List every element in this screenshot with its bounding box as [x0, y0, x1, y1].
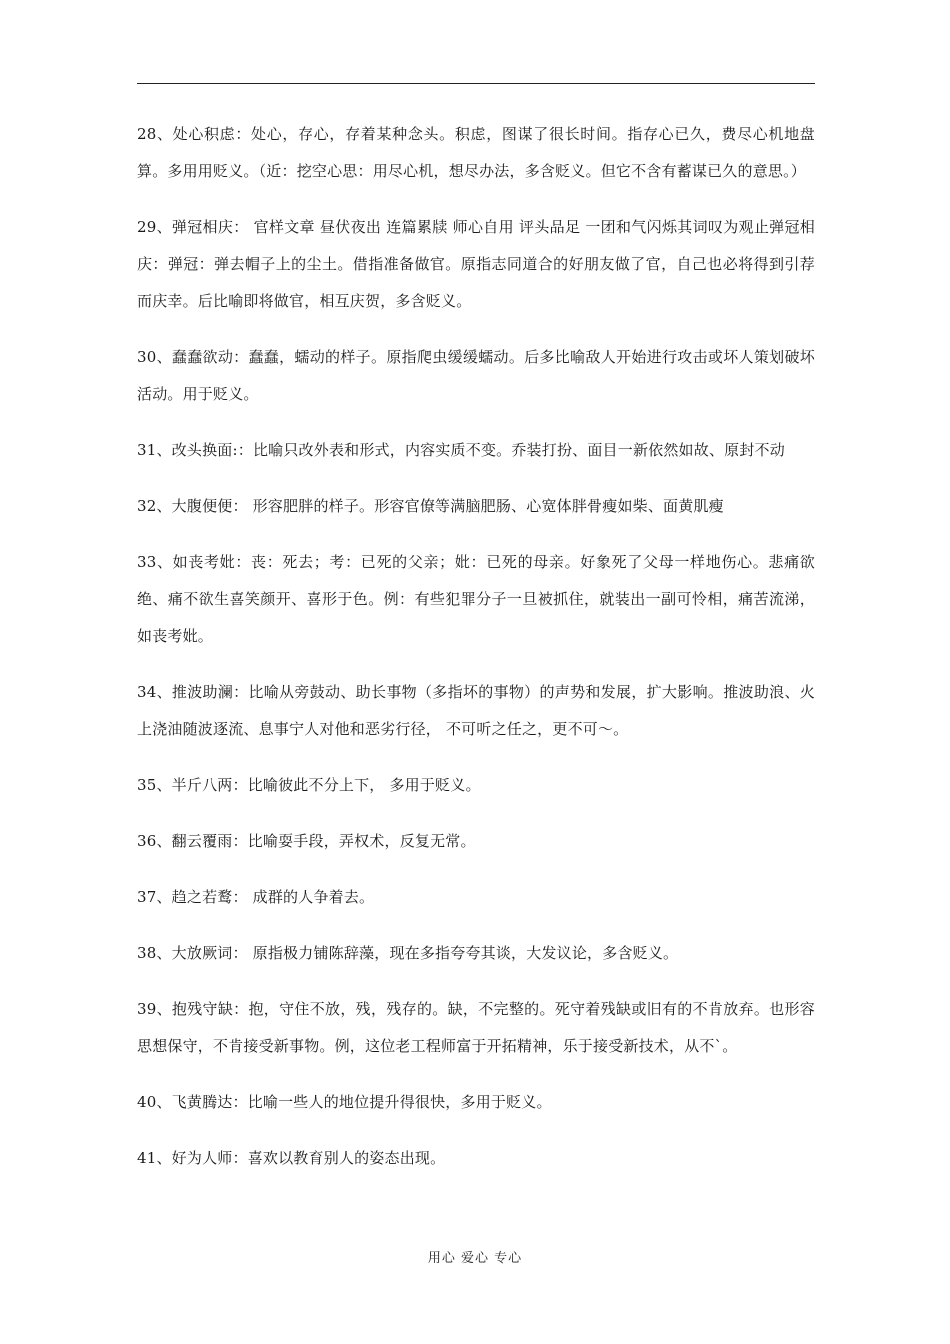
- idiom-entry-39: 39、抱残守缺：抱，守住不放，残，残存的。缺，不完整的。死守着残缺或旧有的不肯放弃。也形容思想保守，不肯接受新事物。例，这位老工程师富于开拓精神，乐于接受新技术，从不`。: [137, 1000, 815, 1055]
- idiom-entry-35: 35、半斤八两：比喻彼此不分上下， 多用于贬义。: [137, 776, 481, 794]
- page-footer: 用心 爱心 专心: [427, 1251, 523, 1266]
- idiom-entry-40: 40、飞黄腾达：比喻一些人的地位提升得很快，多用于贬义。: [137, 1093, 552, 1111]
- idiom-entry-30: 30、蠢蠢欲动：蠢蠢，蠕动的样子。原指爬虫缓缓蠕动。后多比喻敌人开始进行攻击或坏人策划破坏活动。用于贬义。: [137, 348, 815, 403]
- idiom-entry-28: 28、处心积虑：处心，存心，存着某种念头。积虑，图谋了很长时间。指存心已久，费尽心机地盘算。多用用贬义。（近：挖空心思：用尽心机，想尽办法，多含贬义。但它不含有蓄谋已久的意思。）: [137, 125, 815, 180]
- idiom-entry-38: 38、大放厥词： 原指极力铺陈辞藻，现在多指夸夸其谈，大发议论，多含贬义。: [137, 944, 679, 962]
- document-body: [137, 116, 815, 1196]
- idiom-entry-31: 31、改头换面:：比喻只改外表和形式，内容实质不变。乔装打扮、面目一新依然如故、原封不动: [137, 441, 785, 459]
- header-rule: [137, 83, 815, 84]
- idiom-entry-32: 32、大腹便便： 形容肥胖的样子。形容官僚等满脑肥肠、心宽体胖骨瘦如柴、面黄肌瘦: [137, 497, 724, 515]
- idiom-entry-34: 34、推波助澜：比喻从旁鼓动、助长事物（多指坏的事物）的声势和发展，扩大影响。推波助浪、火上浇油随波逐流、息事宁人对他和恶劣行径， 不可听之任之，更不可～。: [137, 683, 815, 738]
- idiom-entry-41: 41、好为人师：喜欢以教育别人的姿态出现。: [137, 1149, 446, 1167]
- idiom-entry-37: 37、趋之若鹜： 成群的人争着去。: [137, 888, 375, 906]
- idiom-entry-33: 33、如丧考妣：丧：死去；考：已死的父亲；妣：已死的母亲。好象死了父母一样地伤心。悲痛欲绝、痛不欲生喜笑颜开、喜形于色。例：有些犯罪分子一旦被抓住，就装出一副可怜相，痛苦流涕，如丧考妣。: [137, 553, 815, 645]
- idiom-entry-29: 29、弹冠相庆： 官样文章 昼伏夜出 连篇累牍 师心自用 评头品足 一团和气闪烁其词叹为观止弹冠相庆：弹冠：弹去帽子上的尘土。借指准备做官。原指志同道合的好朋友做了官，自己也必将得到引荐而庆幸。后比喻即将做官，相互庆贺，多含贬义。: [137, 218, 815, 310]
- idiom-entry-36: 36、翻云覆雨：比喻耍手段，弄权术，反复无常。: [137, 832, 476, 850]
